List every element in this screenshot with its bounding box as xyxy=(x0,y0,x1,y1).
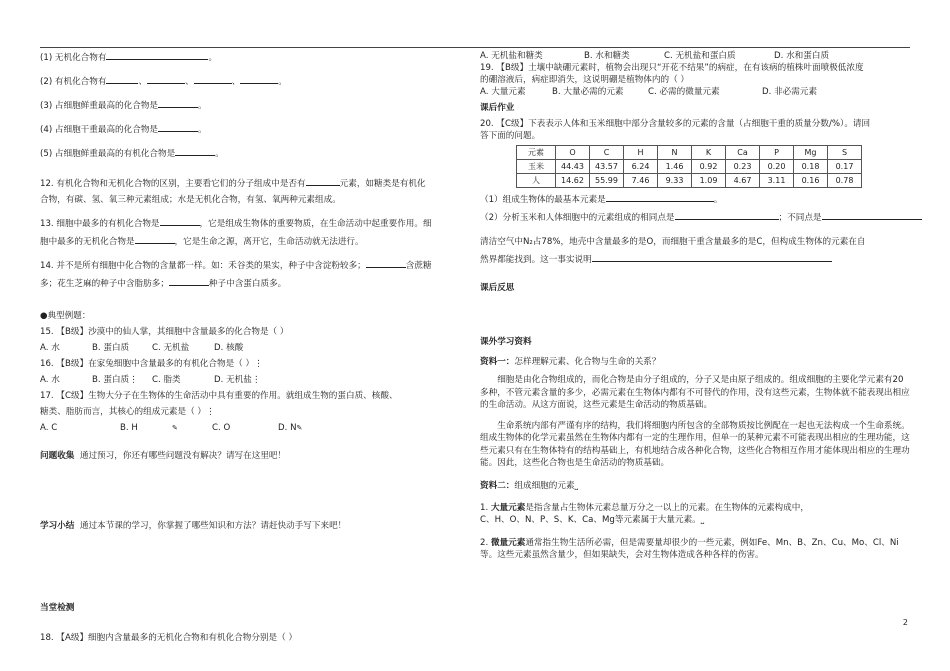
table-cell: 0.92 xyxy=(692,160,726,174)
table-cell: 43.57 xyxy=(590,160,624,174)
table-cell: O xyxy=(556,146,590,160)
question-15: 15. 【B级】沙漠中的仙人掌，其细胞中含量最多的化合物是（ ） xyxy=(40,327,289,337)
table-cell: 6.24 xyxy=(624,160,658,174)
subquestion-3-cont: 然界都能找到。这一事实说明 xyxy=(480,252,912,266)
option-a[interactable]: A. C xyxy=(40,423,58,433)
table-cell: 0.16 xyxy=(794,174,828,188)
pen-icon: ✎ xyxy=(296,424,303,432)
question-19-options xyxy=(480,86,912,98)
table-cell: 44.43 xyxy=(556,160,590,174)
question-4: (4) 占细胞干重最高的化合物是 。 xyxy=(40,122,470,136)
table-cell: N xyxy=(658,146,692,160)
element-content-table xyxy=(516,145,862,188)
problem-collection: 问题收集 通过预习，你还有哪些问题没有解决？请写在这里吧！ xyxy=(40,451,287,461)
option-b[interactable]: B. 水和糖类 xyxy=(584,51,630,61)
question-19-cont: 的硼溶液后，病症即消失，这说明硼是植物体内的（ ） xyxy=(480,75,689,85)
table-cell: H xyxy=(624,146,658,160)
question-16: 16. 【B级】在家兔细胞中含量最多的有机化合物是（ ）⋮ xyxy=(40,359,263,369)
table-cell: S xyxy=(828,146,862,160)
section-extra-reading-title: 课外学习资料 xyxy=(480,337,532,347)
question-17-cont: 糖类、脂肪而言，其核心的组成元素是（ ）⋮ xyxy=(40,407,215,417)
option-d[interactable]: D. 核酸 xyxy=(214,343,244,353)
answer-blank[interactable] xyxy=(106,50,208,60)
table-header-row xyxy=(517,146,862,160)
table-cell: 14.62 xyxy=(556,174,590,188)
micro-element-definition: 2. 微量元素通常指生物生活所必需，但是需要量却很少的一些元素，例如Fe、Mn、B、Zn、Cu、Mo、Cl、Ni 等。这些元素虽然含量少，但如果缺失，会对生物体造成各种各样的伤害。 xyxy=(480,537,899,560)
section-reflection-title: 课后反思 xyxy=(480,283,515,293)
table-cell: P xyxy=(760,146,794,160)
answer-blank[interactable] xyxy=(822,210,922,220)
question-2: (2) 有机化合物有 、 、 、 。 xyxy=(40,74,470,88)
question-1: (1) 无机化合物有 。 xyxy=(40,50,470,64)
answer-blank[interactable] xyxy=(366,258,406,268)
question-12-cont: 合物，有碳、氢、氧三种元素组成；水是无机化合物，有氢、氧两种元素组成。 xyxy=(40,195,341,205)
answer-blank[interactable] xyxy=(169,276,209,286)
table-row xyxy=(517,160,862,174)
option-d[interactable]: D. 无机盐⋮ xyxy=(214,375,261,385)
question-18-options xyxy=(480,50,912,62)
table-cell: 7.46 xyxy=(624,174,658,188)
material-1-paragraph-2: 生命系统内部有严谨有序的结构，我们将细胞内所包含的全部物质按比例配在一起也无法构成一个生命系统。组成生物体的化学元素虽然在生物体内都有一定的生理作用，但单一的某种元素不可能表现出相应的生理功能，这些元素只有在生物体特有的结构基础上，有机地结合成各种化合物，这些化合物相互作用才能体现出相应的生理功能。因此，这些化合物也是生命活动的物质基础。 xyxy=(480,420,910,468)
answer-blank[interactable] xyxy=(158,122,198,132)
answer-blank[interactable] xyxy=(147,74,185,84)
answer-blank[interactable] xyxy=(194,74,232,84)
header-rule xyxy=(40,47,910,48)
option-b[interactable]: B. 大量必需的元素 xyxy=(552,87,624,97)
table-row-label: 元素 xyxy=(517,146,556,160)
option-a[interactable]: A. 无机盐和糖类 xyxy=(480,51,543,61)
table-cell: 4.67 xyxy=(726,174,760,188)
page-number: 2 xyxy=(902,618,908,627)
table-row xyxy=(517,174,862,188)
question-12: 12. 有机化合物和无机化合物的区别，主要看它们的分子组成中是否有 元素，如糖类是有机化 xyxy=(40,176,470,190)
answer-blank[interactable] xyxy=(306,176,340,186)
table-cell: C xyxy=(590,146,624,160)
answer-blank[interactable] xyxy=(158,98,198,108)
question-3: (3) 占细胞鲜重最高的化合物是 。 xyxy=(40,98,470,112)
section-mark-icon: ⎵ xyxy=(700,515,705,525)
question-5: (5) 占细胞鲜重最高的有机化合物是 。 xyxy=(40,146,470,160)
question-20-cont: 答下面的问题。 xyxy=(480,131,541,141)
answer-blank[interactable] xyxy=(592,252,832,262)
table-cell: Mg xyxy=(794,146,828,160)
answer-blank[interactable] xyxy=(606,192,714,202)
table-cell: Ca xyxy=(726,146,760,160)
left-column xyxy=(40,50,470,644)
answer-blank[interactable] xyxy=(106,74,138,84)
table-cell: 0.18 xyxy=(794,160,828,174)
question-16-options xyxy=(40,374,470,386)
option-d[interactable]: D. N xyxy=(278,423,297,433)
macro-element-definition: 1. 大量元素是指含量占生物体元素总量万分之一以上的元素。在生物体的元素构成中， C、H、O、N、P、S、K、Ca、Mg等元素属于大量元素。⎵ xyxy=(480,502,809,525)
question-17: 17. 【C级】生物大分子在生物体的生命活动中具有重要的作用。就组成生物的蛋白质、核酸、 xyxy=(40,391,398,401)
table-cell: 9.33 xyxy=(658,174,692,188)
question-13: 13. 细胞中最多的有机化合物是 ，它是组成生物体的重要物质，在生命活动中起重要作用。细 xyxy=(40,216,470,230)
table-cell: 1.46 xyxy=(658,160,692,174)
table-cell: 0.78 xyxy=(828,174,862,188)
table-body xyxy=(517,146,862,188)
question-19: 19. 【B级】土壤中缺硼元素时，植物会出现只“开花不结果”的病症，在有该病的植株叶面喷极低浓度 xyxy=(480,63,864,73)
table-cell: 0.23 xyxy=(726,160,760,174)
option-c[interactable]: C. 必需的微量元素 xyxy=(648,87,720,97)
section-homework-title: 课后作业 xyxy=(480,103,515,113)
question-20: 20. 【C级】下表表示人体和玉米细胞中部分含量较多的元素的含量（占细胞干重的质量分数/%）。请回 xyxy=(480,119,871,129)
option-c[interactable]: C. O xyxy=(212,423,231,433)
question-14-cont: 多；花生芝麻的种子中含脂肪多； 种子中含蛋白质多。 xyxy=(40,276,470,290)
section-examples-title: ●典型例题： xyxy=(40,311,91,321)
learning-summary: 学习小结 通过本节课的学习，你掌握了哪些知识和方法？请赶快动手写下来吧！ xyxy=(40,521,347,531)
table-cell: 1.09 xyxy=(692,174,726,188)
subquestion-2: （2）分析玉米和人体细胞中的元素组成的相同点是 ；不同点是 xyxy=(480,210,912,224)
table-row-label: 人 xyxy=(517,174,556,188)
answer-blank[interactable] xyxy=(175,146,215,156)
material-1-paragraph-1: 细胞是由化合物组成的，而化合物是由分子组成的，分子又是由原子组成的。组成细胞的主要化学元素有20多种，不管元素含量的多少，必需元素在生物体内都有不可替代的作用，没有这些元素，生物体就不能表现出相应的生命活动。从这方面说，这些元素是生命活动的物质基础。 xyxy=(480,375,910,410)
option-a[interactable]: A. 大量元素 xyxy=(480,87,526,97)
answer-blank[interactable] xyxy=(240,74,278,84)
option-a[interactable]: A. 水 xyxy=(40,343,60,353)
pen-icon: ✎ xyxy=(172,424,178,432)
subquestion-1: （1）组成生物体的最基本元素是 。 xyxy=(480,192,912,206)
material-2-heading: 资料二：组成细胞的元素⎵ xyxy=(480,480,579,491)
question-15-options xyxy=(40,342,470,354)
section-check-title: 当堂检测 xyxy=(40,603,75,613)
right-column xyxy=(480,50,912,562)
question-14: 14. 并不是所有细胞中化合物的含量都一样。如：禾谷类的果实，种子中含淀粉较多； 含蔗糖 xyxy=(40,258,470,272)
question-13-cont: 胞中最多的无机化合物是 ，它是生命之源，离开它，生命活动就无法进行。 xyxy=(40,234,470,248)
table-cell: 55.99 xyxy=(590,174,624,188)
option-b[interactable]: B. 蛋白质⋮ xyxy=(92,375,138,385)
option-d[interactable]: D. 非必需元素 xyxy=(762,87,818,97)
option-c[interactable]: C. 无机盐和蛋白质 xyxy=(664,51,736,61)
option-b[interactable]: B. 蛋白质 xyxy=(92,343,130,353)
table-cell: K xyxy=(692,146,726,160)
question-17-options xyxy=(40,422,470,434)
option-d[interactable]: D. 水和蛋白质 xyxy=(774,51,830,61)
answer-blank[interactable] xyxy=(135,234,175,244)
question-18: 18. 【A级】细胞内含量最多的无机化合物和有机化合物分别是（ ） xyxy=(40,633,298,643)
section-mark-icon: ⎵ xyxy=(574,480,579,491)
answer-blank[interactable] xyxy=(160,216,200,226)
table-cell: 3.11 xyxy=(760,174,794,188)
subquestion-3: 清洁空气中N₂占78%，地壳中含量最多的是O，而细胞干重含量最多的是C，但构成生物体的元素在自 xyxy=(480,237,866,247)
option-c[interactable]: C. 脂类 xyxy=(152,375,181,385)
table-row-label: 玉米 xyxy=(517,160,556,174)
answer-blank[interactable] xyxy=(675,210,779,220)
material-1-heading: 资料一：怎样理解元素、化合物与生命的关系？ xyxy=(480,357,661,367)
table-cell: 0.20 xyxy=(760,160,794,174)
option-b[interactable]: B. H xyxy=(120,423,138,433)
option-a[interactable]: A. 水 xyxy=(40,375,60,385)
option-c[interactable]: C. 无机盐 xyxy=(152,343,190,353)
table-cell: 0.17 xyxy=(828,160,862,174)
